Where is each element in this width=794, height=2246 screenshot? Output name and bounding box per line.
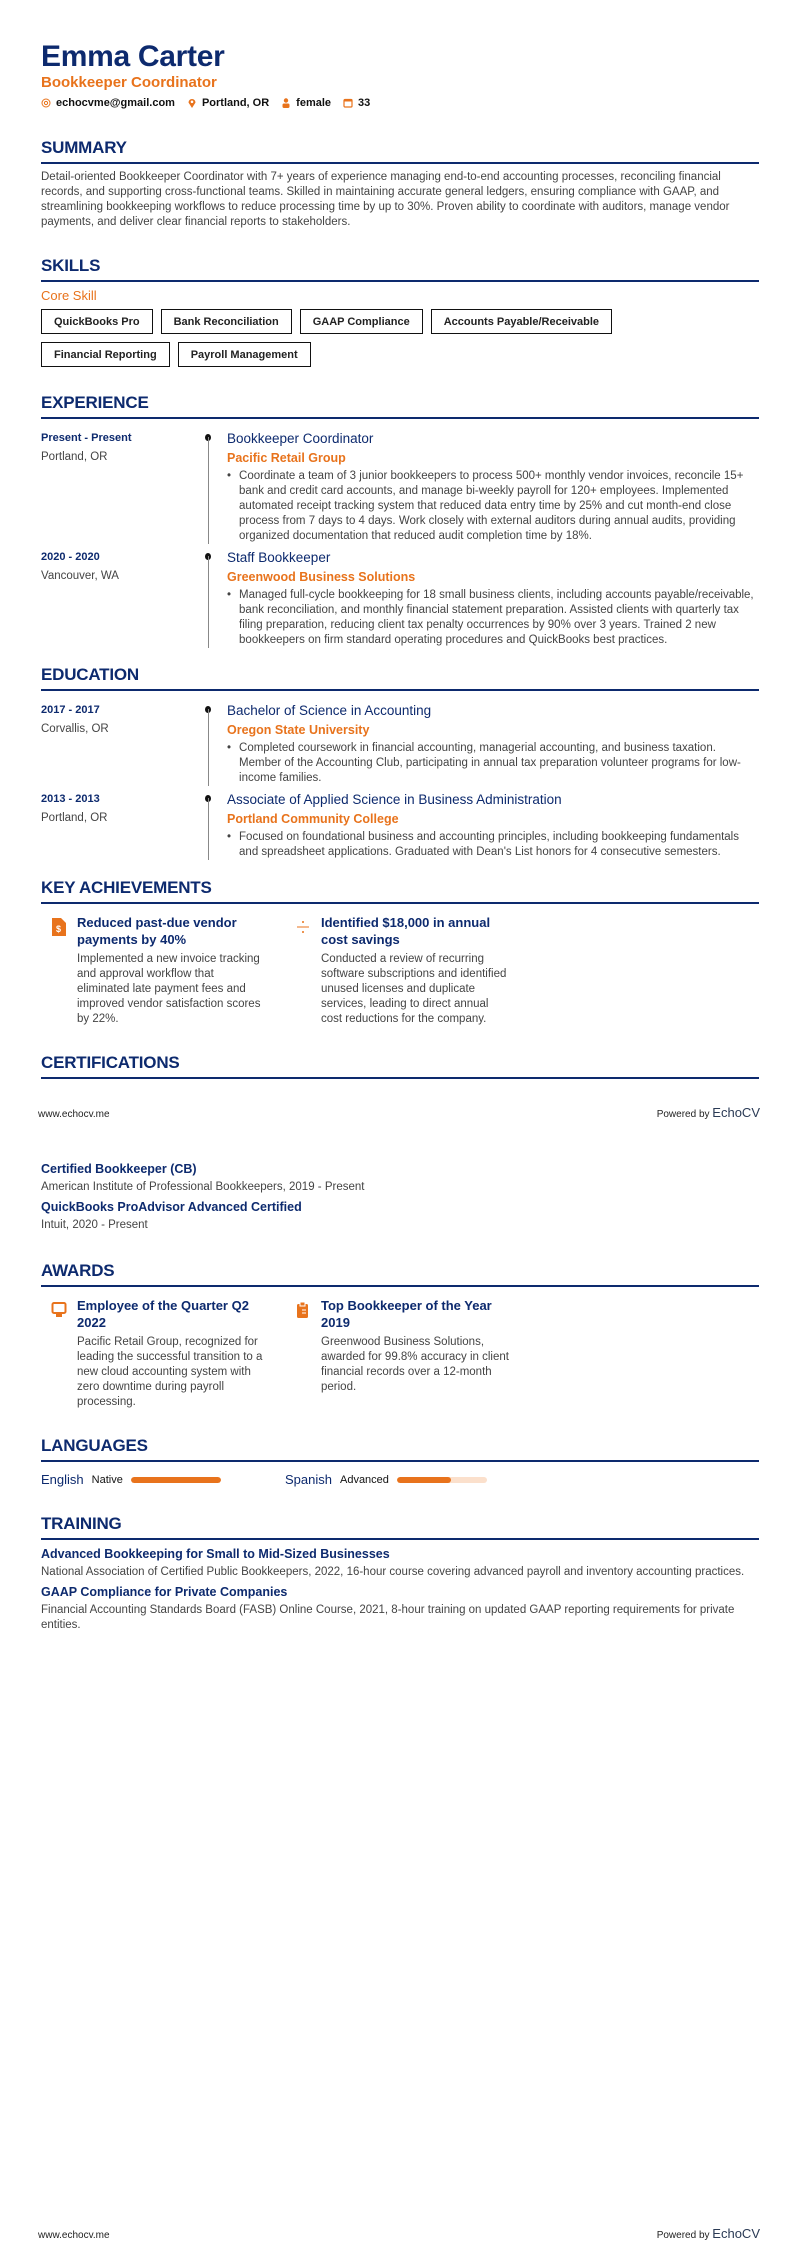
achievement-text: Implemented a new invoice tracking and approval workflow that eliminated late payment fees and improved vendor satisfaction scores by 22%. [77,953,261,1025]
contact-location [187,97,269,109]
education-section [41,665,759,860]
certifications-list [41,1157,759,1233]
education-entry [41,703,759,786]
award-text: Pacific Retail Group, recognized for leading the successful transition to a new cloud accounting system with zero downtime during payroll processing. [77,1336,263,1408]
training-title: GAAP Compliance for Private Companies [41,1585,288,1599]
skill-group-label: Core Skill [41,288,97,303]
summary-text: Detail-oriented Bookkeeper Coordinator with 7+ years of experience managing end-to-end accounting processes, reconciling financial records, and supporting cross-functional teams. Skilled in maintaining accurate general ledgers, ensuring compliance with GAAP, and streamlining bookkeeping workflows to reduce processing time by up to 30%. Proven ability to coordinate with auditors, manage vendor payments, and deliver clear financial reports to stakeholders. [41,171,730,228]
candidate-title: Bookkeeper Coordinator [41,74,217,91]
section-heading: EXPERIENCE [41,393,759,419]
entry-location: Corvallis, OR [41,723,109,735]
entry-dates: Present - Present [41,432,132,444]
section-heading: KEY ACHIEVEMENTS [41,878,759,904]
entry-description: Completed coursework in financial accounting, managerial accounting, and business taxation. Member of the Accounting Club, participating in annual tax preparation volunteer programs for low-income families. [239,742,741,784]
skill-tag: Payroll Management [178,342,311,367]
certification-detail: Intuit, 2020 - Present [41,1219,148,1231]
achievement-text: Conducted a review of recurring software subscriptions and identified unused licenses and duplicate services, leading to direct annual cost reductions for the company. [321,953,507,1025]
award-card [41,1297,285,1410]
company-name: Pacific Retail Group [227,451,346,465]
training-section [41,1514,759,1633]
degree-title: Bachelor of Science in Accounting [227,703,432,718]
achievement-card [41,914,285,1027]
experience-entry [41,431,759,544]
award-title: Top Bookkeeper of the Year 2019 [321,1298,492,1330]
invoice-dollar-icon [51,917,67,937]
languages-section [41,1436,759,1487]
language-item [285,1472,529,1487]
bullet-icon: • [227,470,232,482]
section-heading: CERTIFICATIONS [41,1053,759,1079]
language-level: Advanced [339,1473,389,1486]
section-heading: SKILLS [41,256,759,282]
entry-description: Managed full-cycle bookkeeping for 18 small business clients, including accounts payable/receivable, bank reconciliation, and monthly financial statement preparation. Assisted clients with quarterly tax filing preparation, reducing client tax penalty occurrences by 90% over 3 years. Trained 2 new bookkeepers on firm standard operating procedures and QuickBooks best practices. [239,589,754,646]
timeline-marker [205,792,227,860]
job-title: Bookkeeper Coordinator [227,431,374,446]
education-entry [41,792,759,860]
skill-tag: Accounts Payable/Receivable [431,309,612,334]
entry-dates: 2017 - 2017 [41,704,100,716]
person-icon [281,98,291,108]
entry-location: Portland, OR [41,812,108,824]
section-heading: SUMMARY [41,138,759,164]
timeline-marker [205,703,227,786]
entry-dates: 2013 - 2013 [41,793,100,805]
skill-tag: GAAP Compliance [300,309,423,334]
page-footer [38,2226,760,2241]
training-detail: National Association of Certified Public Bookkeepers, 2022, 16-hour course covering advanced payroll and inventory accounting practices. [41,1566,745,1578]
entry-location: Vancouver, WA [41,570,119,582]
skills-section [41,256,759,367]
achievement-card [285,914,529,1027]
school-name: Oregon State University [227,723,370,737]
language-item [41,1472,285,1487]
language-level: Native [91,1473,123,1486]
section-heading: AWARDS [41,1261,759,1287]
award-card [285,1297,529,1410]
section-heading: LANGUAGES [41,1436,759,1462]
achievement-title: Reduced past-due vendor payments by 40% [77,915,237,947]
at-icon [41,98,51,108]
bullet-icon: • [227,589,232,601]
clipboard-icon [295,1300,311,1320]
footer-brand[interactable]: EchoCV [712,2226,760,2241]
entry-dates: 2020 - 2020 [41,551,100,563]
bullet-icon: • [227,742,232,754]
school-name: Portland Community College [227,812,399,826]
certification-detail: American Institute of Professional Bookkeepers, 2019 - Present [41,1181,365,1193]
training-detail: Financial Accounting Standards Board (FASB) Online Course, 2021, 8-hour training on updated GAAP reporting requirements for private entities. [41,1604,735,1631]
job-title: Staff Bookkeeper [227,550,331,565]
entry-location: Portland, OR [41,451,108,463]
section-heading: EDUCATION [41,665,759,691]
contact-gender [281,97,331,109]
page-footer [38,1105,760,1120]
award-text: Greenwood Business Solutions, awarded for 99.8% accuracy in client financial records over a 12-month period. [321,1336,509,1393]
candidate-name: Emma Carter [41,40,225,73]
age-text: 33 [358,97,371,109]
skill-tag: Bank Reconciliation [161,309,292,334]
award-title: Employee of the Quarter Q2 2022 [77,1298,249,1330]
monitor-icon [51,1300,67,1320]
contact-email[interactable] [41,97,175,109]
footer-powered-by: Powered by [656,2230,710,2241]
location-text: Portland, OR [201,97,270,109]
certifications-section [41,1053,759,1079]
certification-title: QuickBooks ProAdvisor Advanced Certified [41,1200,302,1214]
experience-section [41,393,759,648]
achievements-section [41,878,759,1027]
footer-brand[interactable]: EchoCV [712,1105,760,1120]
skill-tags [41,309,681,367]
experience-entry [41,550,759,648]
divide-icon [295,917,311,937]
awards-section [41,1261,759,1410]
contact-row [41,97,370,109]
certification-title: Certified Bookkeeper (CB) [41,1162,197,1176]
email-text: echocvme@gmail.com [56,97,175,109]
entry-description: Coordinate a team of 3 junior bookkeepers to process 500+ monthly vendor invoices, reconcile 15+ bank and credit card accounts, and manage bi-weekly payroll for 120+ employees. Implemented automated receipt tracking system that reduced data entry time by 25% and cut month-end close process from 7 days to 4 days. Work closely with external auditors during annual audits, providing organized documentation that reduced audit completion time by 18%. [239,470,744,542]
language-name: Spanish [285,1472,332,1487]
footer-url[interactable]: www.echocv.me [38,2230,110,2241]
language-name: English [41,1472,84,1487]
degree-title: Associate of Applied Science in Business Administration [227,792,562,807]
summary-section [41,138,759,230]
timeline-marker [205,431,227,544]
gender-text: female [296,97,332,109]
calendar-icon [343,98,353,108]
contact-age [343,97,370,109]
company-name: Greenwood Business Solutions [227,570,416,584]
language-proficiency-bar [131,1477,221,1483]
entry-description: Focused on foundational business and accounting principles, including bookkeeping fundamentals and spreadsheet applications. Graduated with Dean's List honors for 4 consecutive semesters. [239,831,739,858]
svg-text:$: $ [56,924,62,934]
training-title: Advanced Bookkeeping for Small to Mid-Sized Businesses [41,1547,390,1561]
achievement-title: Identified $18,000 in annual cost savings [321,915,491,947]
skill-tag: QuickBooks Pro [41,309,153,334]
footer-powered-by: Powered by [656,1109,710,1120]
timeline-marker [205,550,227,648]
skill-tag: Financial Reporting [41,342,170,367]
footer-url[interactable]: www.echocv.me [38,1109,110,1120]
bullet-icon: • [227,831,232,843]
language-proficiency-bar [397,1477,487,1483]
section-heading: TRAINING [41,1514,759,1540]
location-pin-icon [187,98,197,108]
